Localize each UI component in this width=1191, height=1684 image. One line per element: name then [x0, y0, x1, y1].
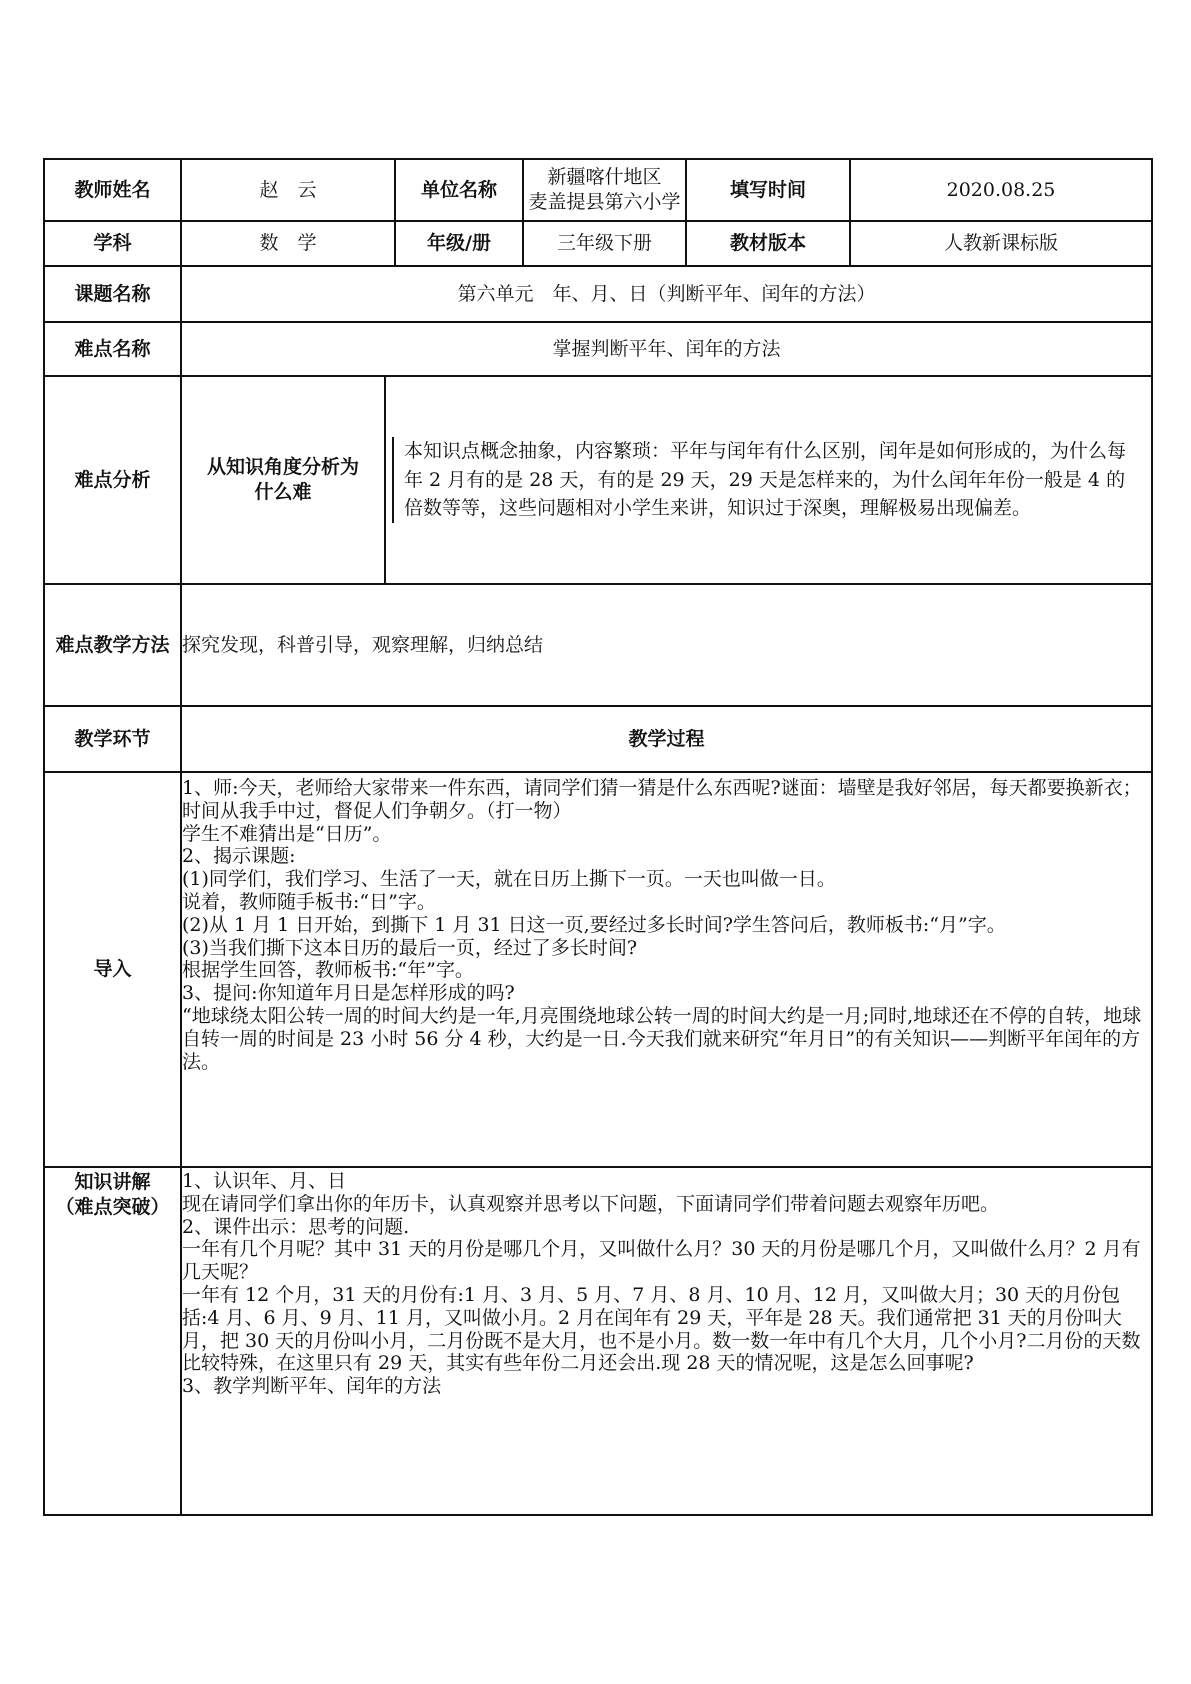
method-label: 难点教学方法 [44, 584, 181, 706]
analysis-text-cell [385, 376, 1152, 584]
topic-label: 课题名称 [44, 266, 181, 322]
method-value: 探究发现，科普引导，观察理解，归纳总结 [181, 584, 1152, 706]
intro-content [181, 772, 1152, 1167]
intro-line: 2、揭示课题: [182, 845, 296, 868]
header-row-2 [44, 221, 1152, 266]
teacher-name-value: 赵 云 [181, 159, 395, 221]
intro-line: (2)从 1 月 1 日开始，到撕下 1 月 31 日这一页,要经过多长时间?学生答问后，教师板书:“月”字。 [182, 913, 1006, 936]
knowledge-line: 一年有几个月呢？其中 31 天的月份是哪几个月，又叫做什么月？30 天的月份是哪几个月，又叫做什么月？2 月有几天呢？ [182, 1238, 1141, 1284]
analysis-sub-label [181, 376, 385, 584]
intro-label: 导入 [44, 772, 181, 1167]
intro-line: 3、提问:你知道年月日是怎样形成的吗? [182, 982, 515, 1005]
grade-label: 年级/册 [395, 221, 523, 266]
process-stage-label: 教学环节 [44, 706, 181, 772]
intro-line: (3)当我们撕下这本日历的最后一页，经过了多长时间? [182, 936, 638, 959]
knowledge-line: 3、教学判断平年、闰年的方法 [182, 1375, 442, 1398]
fill-date-label: 填写时间 [686, 159, 850, 221]
intro-line: 1、师:今天，老师给大家带来一件东西，请同学们猜一猜是什么东西呢?谜面：墙壁是我好邻居，每天都要换新衣；时间从我手中过，督促人们争朝夕。（打一物） [182, 777, 1142, 822]
intro-line: 根据学生回答，教师板书:“年”字。 [182, 959, 474, 982]
intro-line: (1)同学们，我们学习、生活了一天，就在日历上撕下一页。一天也叫做一日。 [182, 868, 836, 891]
intro-line: 学生不难猜出是“日历”。 [182, 822, 392, 845]
knowledge-label [44, 1167, 181, 1515]
edition-value: 人教新课标版 [850, 221, 1152, 266]
intro-row [44, 772, 1152, 1167]
teacher-name-label: 教师姓名 [44, 159, 181, 221]
subject-label: 学科 [44, 221, 181, 266]
knowledge-line: 1、认识年、月、日 [182, 1170, 347, 1192]
difficulty-label: 难点名称 [44, 322, 181, 376]
subject-value: 数 学 [181, 221, 395, 266]
unit-name-line-2: 麦盖提县第六小学 [528, 191, 681, 213]
analysis-label: 难点分析 [44, 376, 181, 584]
lesson-plan-table [43, 158, 1153, 1516]
knowledge-row [44, 1167, 1152, 1515]
knowledge-line: 现在请同学们拿出你的年历卡，认真观察并思考以下问题，下面请同学们带着问题去观察年历吧。 [182, 1192, 1000, 1215]
knowledge-label-line-1: 知识讲解 [74, 1171, 151, 1193]
topic-value: 第六单元 年、月、日（判断平年、闰年的方法） [181, 266, 1152, 322]
edition-label: 教材版本 [686, 221, 850, 266]
unit-name-label: 单位名称 [395, 159, 523, 221]
knowledge-line: 一年有 12 个月，31 天的月份有:1 月、3 月、5 月、7 月、8 月、10 月、12 月，又叫做大月；30 天的月份包括:4 月、6 月、9 月、11 月，又叫做小月。2 月在闰年有 29 天，平年是 28 天。我们通常把 31 天的月份叫大月，把 30 天的月份叫小月，二月份既不是大月，也不是小月。数一数一年中有几个大月，几个小月?二月份的天数比较特殊，在这里只有 29 天，其实有些年份二月还会出.现 28 天的情况呢，这是怎么回事呢? [182, 1283, 1141, 1375]
intro-line: “地球绕太阳公转一周的时间大约是一年,月亮围绕地球公转一周的时间大约是一月;同时,地球还在不停的自转，地球自转一周的时间是 23 小时 56 分 4 秒，大约是一日.今天我们就来研究“年月日”的有关知识——判断平年闰年的方法。 [182, 1004, 1142, 1073]
knowledge-label-line-2: （难点突破） [55, 1195, 170, 1218]
analysis-row [44, 376, 1152, 584]
unit-name-line-1: 新疆喀什地区 [547, 166, 662, 189]
analysis-sub-label-line-2: 什么难 [254, 481, 312, 503]
header-row-1 [44, 159, 1152, 221]
grade-value: 三年级下册 [523, 221, 686, 266]
unit-name-value [523, 159, 686, 221]
difficulty-row [44, 322, 1152, 376]
difficulty-value: 掌握判断平年、闰年的方法 [181, 322, 1152, 376]
knowledge-line: 2、课件出示：思考的问题. [182, 1215, 410, 1238]
process-header-row [44, 706, 1152, 772]
intro-line: 说着，教师随手板书:“日”字。 [182, 890, 436, 913]
topic-row [44, 266, 1152, 322]
fill-date-value: 2020.08.25 [850, 159, 1152, 221]
method-row [44, 584, 1152, 706]
analysis-text: 本知识点概念抽象，内容繁琐：平年与闰年有什么区别，闰年是如何形成的，为什么每年 2 月有的是 28 天，有的是 29 天，29 天是怎样来的，为什么闰年年份一般是 4 的倍数等等，这些问题相对小学生来讲，知识过于深奥，理解极易出现偏差。 [404, 439, 1127, 520]
analysis-sub-label-line-1: 从知识角度分析为 [206, 456, 359, 479]
process-header-value: 教学过程 [181, 706, 1152, 772]
knowledge-content [181, 1167, 1152, 1515]
